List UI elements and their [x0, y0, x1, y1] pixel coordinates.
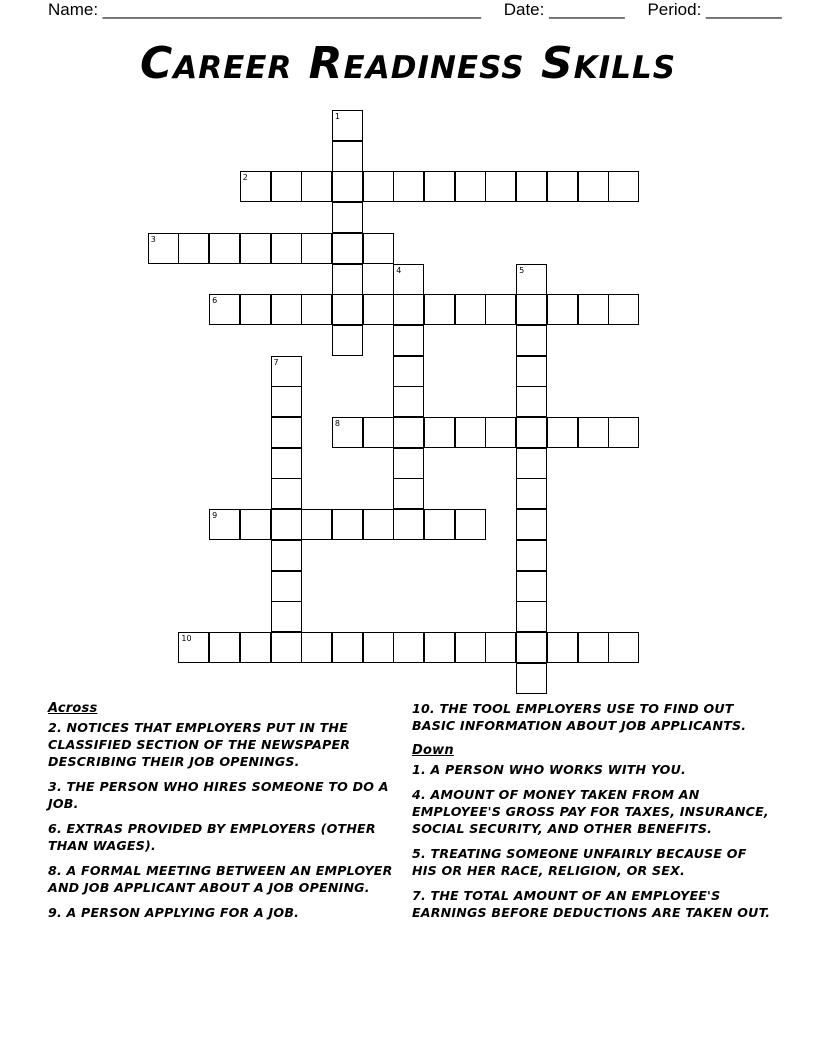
grid-cell[interactable]	[516, 325, 547, 356]
clue-across-9: 9. A PERSON APPLYING FOR A JOB.	[48, 905, 300, 920]
clue-number: 3	[150, 234, 156, 244]
grid-cell[interactable]	[393, 632, 424, 663]
grid-cell[interactable]	[271, 448, 302, 479]
grid-cell[interactable]	[393, 478, 424, 509]
grid-cell[interactable]	[363, 509, 394, 540]
grid-cell[interactable]	[485, 294, 516, 325]
clue-number: 1	[334, 112, 340, 121]
grid-cell[interactable]	[578, 632, 609, 663]
grid-cell[interactable]	[271, 571, 302, 602]
grid-cell[interactable]	[608, 417, 639, 448]
down-clues	[412, 700, 772, 929]
clue-number: 6	[212, 296, 218, 306]
grid-cell[interactable]	[516, 386, 547, 417]
grid-cell[interactable]	[547, 417, 578, 448]
grid-cell[interactable]	[271, 233, 302, 264]
grid-cell[interactable]	[516, 478, 547, 509]
grid-cell[interactable]	[271, 632, 302, 663]
grid-cell[interactable]	[209, 509, 240, 540]
grid-cell[interactable]	[332, 632, 363, 663]
grid-cell[interactable]	[393, 356, 424, 387]
grid-cell[interactable]	[332, 233, 363, 264]
grid-cell[interactable]	[332, 417, 363, 448]
grid-cell[interactable]	[516, 356, 547, 387]
clue-number: 9	[212, 511, 218, 521]
grid-cell[interactable]	[363, 417, 394, 448]
grid-cell[interactable]	[271, 540, 302, 571]
clue-number: 8	[334, 419, 340, 428]
grid-cell[interactable]	[485, 417, 516, 448]
grid-cell[interactable]	[363, 171, 394, 202]
grid-cell[interactable]	[332, 325, 363, 356]
page-title: Career Readiness Skills	[139, 38, 677, 89]
grid-cell[interactable]	[393, 171, 424, 202]
grid-cell[interactable]	[516, 448, 547, 479]
clue-across-6: 6. EXTRAS PROVIDED BY EMPLOYERS (OTHER THAN WAGES).	[48, 821, 376, 853]
grid-cell[interactable]	[332, 141, 363, 172]
grid-cell[interactable]	[363, 294, 394, 325]
grid-cell[interactable]	[516, 509, 547, 540]
down-heading: Down	[412, 743, 454, 758]
grid-cell[interactable]	[424, 171, 455, 202]
grid-cell[interactable]	[485, 171, 516, 202]
name-field[interactable]: Name: ________________________________________	[48, 0, 481, 19]
grid-cell[interactable]	[424, 509, 455, 540]
grid-cell[interactable]	[271, 356, 302, 387]
across-clues	[48, 700, 393, 929]
grid-cell[interactable]	[178, 632, 209, 663]
grid-cell[interactable]	[271, 509, 302, 540]
grid-cell[interactable]	[240, 632, 271, 663]
grid-cell[interactable]	[332, 509, 363, 540]
grid-cell[interactable]	[516, 571, 547, 602]
grid-cell[interactable]	[148, 233, 179, 264]
grid-cell[interactable]	[301, 294, 332, 325]
clue-down-4: 4. AMOUNT OF MONEY TAKEN FROM AN EMPLOYEE'S GROSS PAY FOR TAXES, INSURANCE, SOCIAL SECURITY, AND OTHER BENEFITS.	[412, 787, 769, 836]
clue-down-1: 1. A PERSON WHO WORKS WITH YOU.	[412, 762, 687, 777]
grid-cell[interactable]	[578, 417, 609, 448]
grid-cell[interactable]	[608, 171, 639, 202]
grid-cell[interactable]	[209, 233, 240, 264]
clue-down-7: 7. THE TOTAL AMOUNT OF AN EMPLOYEE'S EARNINGS BEFORE DEDUCTIONS ARE TAKEN OUT.	[412, 888, 771, 920]
grid-cell[interactable]	[301, 632, 332, 663]
grid-cell[interactable]	[608, 294, 639, 325]
grid-cell[interactable]	[455, 417, 486, 448]
grid-cell[interactable]	[240, 509, 271, 540]
grid-cell[interactable]	[455, 632, 486, 663]
clue-number: 2	[242, 173, 248, 183]
grid-cell[interactable]	[332, 264, 363, 295]
grid-cell[interactable]	[393, 386, 424, 417]
grid-cell[interactable]	[516, 601, 547, 632]
grid-cell[interactable]	[271, 386, 302, 417]
grid-cell[interactable]	[271, 171, 302, 202]
grid-cell[interactable]	[363, 632, 394, 663]
grid-cell[interactable]	[332, 202, 363, 233]
clue-down-5: 5. TREATING SOMEONE UNFAIRLY BECAUSE OF HIS OR HER RACE, RELIGION, OR SEX.	[412, 846, 747, 878]
grid-cell[interactable]	[332, 110, 363, 141]
grid-cell[interactable]	[301, 233, 332, 264]
grid-cell[interactable]	[578, 171, 609, 202]
grid-cell[interactable]	[393, 325, 424, 356]
grid-cell[interactable]	[178, 233, 209, 264]
grid-cell[interactable]	[424, 632, 455, 663]
grid-cell[interactable]	[271, 478, 302, 509]
across-heading: Across	[48, 701, 98, 716]
grid-cell[interactable]	[516, 264, 547, 295]
clue-across-8: 8. A FORMAL MEETING BETWEEN AN EMPLOYER AND JOB APPLICANT ABOUT A JOB OPENING.	[48, 863, 393, 895]
grid-cell[interactable]	[332, 294, 363, 325]
grid-cell[interactable]	[424, 294, 455, 325]
grid-cell[interactable]	[455, 171, 486, 202]
grid-cell[interactable]	[240, 233, 271, 264]
grid-cell[interactable]	[516, 294, 547, 325]
grid-cell[interactable]	[516, 663, 547, 694]
clue-number: 5	[519, 265, 525, 275]
grid-cell[interactable]	[547, 632, 578, 663]
grid-cell[interactable]	[485, 632, 516, 663]
grid-cell[interactable]	[424, 417, 455, 448]
grid-cell[interactable]	[393, 294, 424, 325]
clue-number: 4	[396, 265, 402, 275]
grid-cell[interactable]	[393, 448, 424, 479]
grid-cell[interactable]	[393, 264, 424, 295]
grid-cell[interactable]	[271, 601, 302, 632]
grid-cell[interactable]	[547, 294, 578, 325]
grid-cell[interactable]	[455, 509, 486, 540]
clue-number: 10	[181, 633, 192, 643]
grid-cell[interactable]	[301, 509, 332, 540]
grid-cell[interactable]	[578, 294, 609, 325]
grid-cell[interactable]	[516, 171, 547, 202]
grid-cell[interactable]	[209, 632, 240, 663]
grid-cell[interactable]	[455, 294, 486, 325]
grid-cell[interactable]	[271, 294, 302, 325]
date-field[interactable]: Date: ________	[503, 0, 625, 19]
grid-cell[interactable]	[209, 294, 240, 325]
grid-cell[interactable]	[516, 632, 547, 663]
grid-cell[interactable]	[271, 417, 302, 448]
grid-cell[interactable]	[301, 171, 332, 202]
clue-across-3: 3. THE PERSON WHO HIRES SOMEONE TO DO A JOB.	[48, 779, 389, 811]
grid-cell[interactable]	[516, 417, 547, 448]
clue-number: 7	[273, 357, 279, 367]
grid-cell[interactable]	[332, 171, 363, 202]
grid-cell[interactable]	[516, 540, 547, 571]
period-field[interactable]: Period: ________	[647, 0, 782, 19]
clue-across-2: 2. NOTICES THAT EMPLOYERS PUT IN THE CLASSIFIED SECTION OF THE NEWSPAPER DESCRIBING THEIR JOB OPENINGS.	[48, 720, 351, 769]
grid-cell[interactable]	[608, 632, 639, 663]
grid-cell[interactable]	[240, 294, 271, 325]
grid-cell[interactable]	[240, 171, 271, 202]
grid-cell[interactable]	[363, 233, 394, 264]
grid-cell[interactable]	[393, 417, 424, 448]
clue-across-10: 10. THE TOOL EMPLOYERS USE TO FIND OUT BASIC INFORMATION ABOUT JOB APPLICANTS.	[412, 701, 747, 733]
grid-cell[interactable]	[547, 171, 578, 202]
grid-cell[interactable]	[393, 509, 424, 540]
